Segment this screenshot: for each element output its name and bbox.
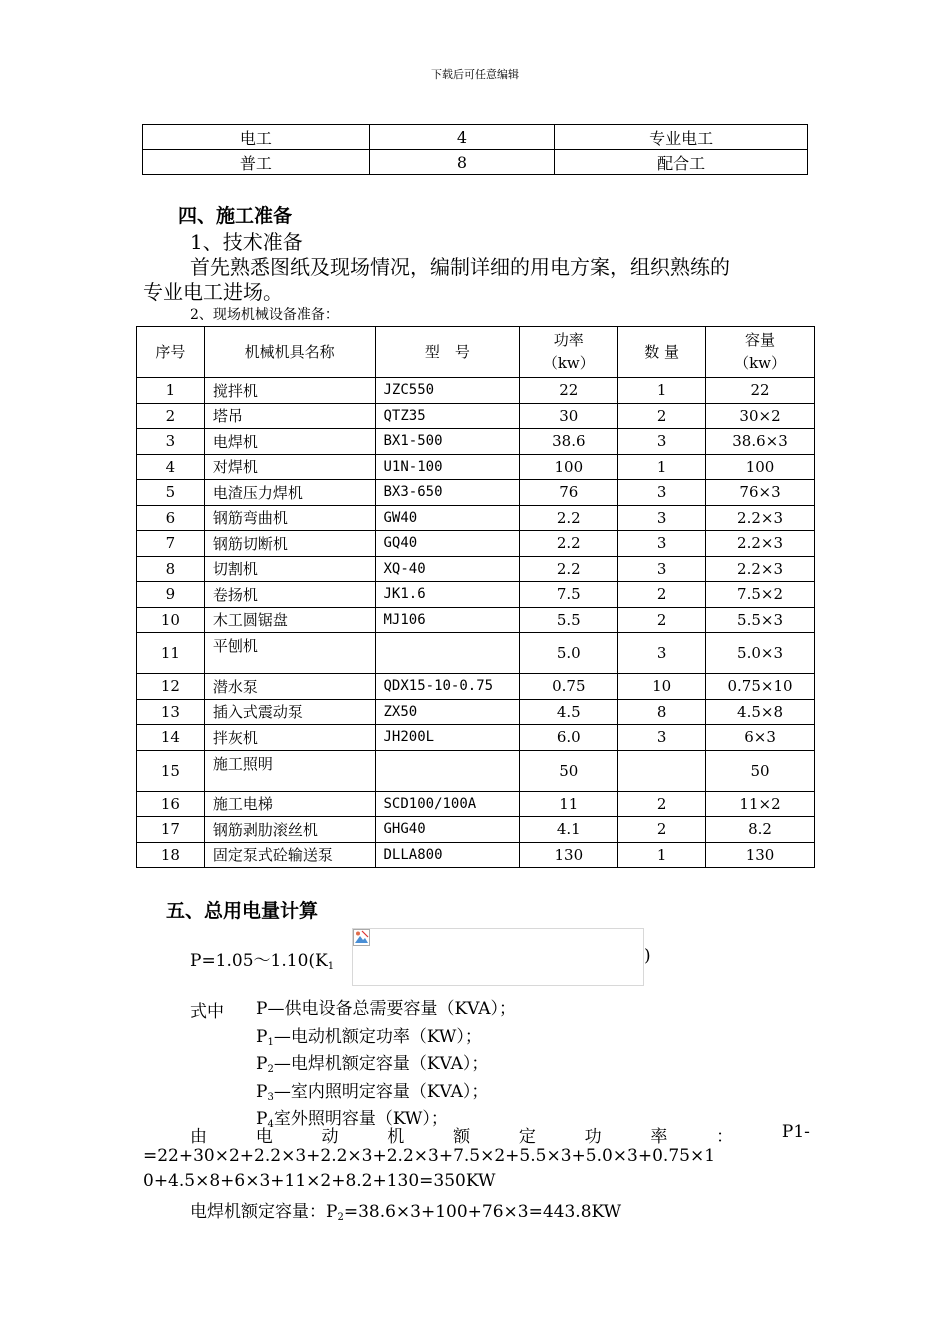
qty-cell: 2 <box>618 791 706 817</box>
power-cell: 30 <box>520 403 618 429</box>
section4-para-line2: 专业电工进场。 <box>143 280 283 304</box>
labor-cell: 配合工 <box>555 150 808 175</box>
seq-cell: 12 <box>137 674 205 700</box>
name-cell: 平刨机 <box>204 633 375 674</box>
qty-cell: 3 <box>618 531 706 557</box>
seq-cell: 16 <box>137 791 205 817</box>
name-cell: 对焊机 <box>204 454 375 480</box>
power-cell: 130 <box>520 842 618 868</box>
equipment-row <box>137 633 815 674</box>
formula-sub: 1 <box>327 961 335 972</box>
calc1-word: 由 <box>190 1127 207 1147</box>
qty-cell: 2 <box>618 817 706 843</box>
name-cell: 拌灰机 <box>204 725 375 751</box>
power-cell: 5.5 <box>520 607 618 633</box>
definition-symbol: P <box>256 1054 268 1074</box>
power-cell: 5.0 <box>520 633 618 674</box>
section4-para-line1: 首先熟悉图纸及现场情况，编制详细的用电方案，组织熟练的 <box>190 255 730 279</box>
definition-text: 室外照明容量（KW）； <box>273 1109 448 1129</box>
capacity-cell: 6×3 <box>706 725 815 751</box>
calc2-sub: 2 <box>337 1212 344 1223</box>
capacity-cell: 30×2 <box>706 403 815 429</box>
section4-sub1: 1、技术准备 <box>190 230 303 254</box>
header-cap-line1: 容量 <box>745 331 776 349</box>
equipment-row <box>137 817 815 843</box>
capacity-cell: 130 <box>706 842 815 868</box>
name-cell: 潜水泵 <box>204 674 375 700</box>
name-cell: 塔吊 <box>204 403 375 429</box>
labor-table <box>142 124 808 175</box>
capacity-cell: 2.2×3 <box>706 505 815 531</box>
model-cell: ZX50 <box>375 699 520 725</box>
labor-cell: 8 <box>369 150 555 175</box>
seq-cell: 8 <box>137 556 205 582</box>
header-name: 机械机具名称 <box>204 327 375 378</box>
calc1-word: 功 <box>584 1127 602 1147</box>
seq-cell: 5 <box>137 480 205 506</box>
header-qty: 数 量 <box>618 327 706 378</box>
model-cell <box>375 750 520 791</box>
qty-cell: 3 <box>618 725 706 751</box>
labor-cell: 专业电工 <box>555 125 808 150</box>
seq-cell: 11 <box>137 633 205 674</box>
header-power-line2: （kw） <box>542 354 595 372</box>
capacity-cell: 4.5×8 <box>706 699 815 725</box>
calc1-word: P1- <box>781 1122 810 1142</box>
name-cell: 电焊机 <box>204 429 375 455</box>
labor-cell: 普工 <box>143 150 370 175</box>
calc1-word: 额 <box>453 1127 471 1147</box>
capacity-cell: 38.6×3 <box>706 429 815 455</box>
definition-symbol: P <box>256 1026 268 1047</box>
equipment-table <box>136 326 815 868</box>
model-cell: GQ40 <box>375 531 520 557</box>
equipment-row <box>137 429 815 455</box>
name-cell: 钢筋弯曲机 <box>204 505 375 531</box>
section5-title: 五、总用电量计算 <box>166 900 319 922</box>
model-cell: BX1-500 <box>375 429 520 455</box>
seq-cell: 18 <box>137 842 205 868</box>
capacity-cell: 22 <box>706 378 815 404</box>
formula-suffix: ) <box>644 946 651 966</box>
labor-cell: 4 <box>369 125 555 150</box>
name-cell: 施工电梯 <box>204 791 375 817</box>
equipment-row <box>137 750 815 791</box>
seq-cell: 17 <box>137 817 205 843</box>
qty-cell: 8 <box>618 699 706 725</box>
equipment-row <box>137 607 815 633</box>
calc1-word: 定 <box>518 1127 536 1147</box>
power-cell: 4.1 <box>520 817 618 843</box>
calc2-label: 电焊机额定容量： <box>190 1202 326 1222</box>
section4-sub2: 2、现场机械设备准备： <box>190 307 339 323</box>
definition-sub: 3 <box>267 1091 274 1103</box>
calc1-word: 率 <box>650 1127 668 1147</box>
name-cell: 钢筋剥肋滚丝机 <box>204 817 375 843</box>
power-cell: 4.5 <box>520 699 618 725</box>
model-cell: XQ-40 <box>375 556 520 582</box>
equipment-table-header <box>137 327 815 378</box>
model-cell: GW40 <box>375 505 520 531</box>
broken-image-icon <box>353 929 370 946</box>
name-cell: 电渣压力焊机 <box>204 480 375 506</box>
seq-cell: 14 <box>137 725 205 751</box>
definition-item <box>256 1080 516 1108</box>
model-cell: U1N-100 <box>375 454 520 480</box>
equipment-row <box>137 725 815 751</box>
seq-cell: 9 <box>137 582 205 608</box>
equipment-row <box>137 842 815 868</box>
header-model: 型 号 <box>375 327 520 378</box>
equipment-row <box>137 582 815 608</box>
power-cell: 11 <box>520 791 618 817</box>
power-cell: 50 <box>520 750 618 791</box>
power-cell: 2.2 <box>520 556 618 582</box>
labor-table-row <box>143 150 808 175</box>
definition-sub: 1 <box>267 1036 274 1048</box>
calc1-word: 机 <box>387 1127 405 1147</box>
model-cell: JH200L <box>375 725 520 751</box>
name-cell: 卷扬机 <box>204 582 375 608</box>
labor-cell: 电工 <box>143 125 370 150</box>
capacity-cell: 50 <box>706 750 815 791</box>
qty-cell <box>618 750 706 791</box>
calc1-word: ： <box>716 1127 734 1147</box>
qty-cell: 1 <box>618 454 706 480</box>
definition-item <box>256 997 516 1025</box>
name-cell: 木工圆锯盘 <box>204 607 375 633</box>
definition-symbol: P <box>256 1081 268 1102</box>
equipment-row <box>137 674 815 700</box>
model-cell: SCD100/100A <box>375 791 520 817</box>
equipment-row <box>137 480 815 506</box>
seq-cell: 13 <box>137 699 205 725</box>
definition-text: —供电设备总需要容量（KVA）； <box>267 999 517 1019</box>
definition-symbol: P <box>256 999 268 1019</box>
qty-cell: 3 <box>618 633 706 674</box>
power-cell: 100 <box>520 454 618 480</box>
capacity-cell: 76×3 <box>706 480 815 506</box>
calc1-line2: =22+30×2+2.2×3+2.2×3+2.2×3+7.5×2+5.5×3+5.0×3+0.75×1 <box>143 1146 716 1166</box>
header-power <box>520 327 618 378</box>
capacity-cell: 7.5×2 <box>706 582 815 608</box>
capacity-cell: 5.0×3 <box>706 633 815 674</box>
capacity-cell: 2.2×3 <box>706 556 815 582</box>
qty-cell: 3 <box>618 505 706 531</box>
definition-text: —电焊机额定容量（KVA）； <box>273 1054 489 1074</box>
qty-cell: 3 <box>618 480 706 506</box>
model-cell: JK1.6 <box>375 582 520 608</box>
name-cell: 固定泵式砼输送泵 <box>204 842 375 868</box>
model-cell: GHG40 <box>375 817 520 843</box>
formula-prefix: P=1.05～1.10(K <box>190 951 328 971</box>
calc2-value: =38.6×3+100+76×3=443.8KW <box>343 1202 622 1222</box>
qty-cell: 2 <box>618 582 706 608</box>
capacity-cell: 0.75×10 <box>706 674 815 700</box>
qty-cell: 3 <box>618 429 706 455</box>
definition-item <box>256 1025 516 1053</box>
equipment-row <box>137 403 815 429</box>
header-capacity <box>706 327 815 378</box>
formula-line <box>190 946 334 971</box>
qty-cell: 2 <box>618 403 706 429</box>
seq-cell: 15 <box>137 750 205 791</box>
capacity-cell: 2.2×3 <box>706 531 815 557</box>
qty-cell: 1 <box>618 378 706 404</box>
header-cap-line2: （kw） <box>734 354 786 372</box>
where-label: 式中 <box>190 1002 224 1022</box>
name-cell: 施工照明 <box>204 750 375 791</box>
power-cell: 0.75 <box>520 674 618 700</box>
labor-table-row <box>143 125 808 150</box>
header-power-line1: 功率 <box>553 331 584 349</box>
formula-image-placeholder <box>352 928 644 986</box>
calc2-line <box>190 1197 621 1222</box>
seq-cell: 2 <box>137 403 205 429</box>
model-cell: MJ106 <box>375 607 520 633</box>
seq-cell: 3 <box>137 429 205 455</box>
calc1-word: 电 <box>255 1127 273 1147</box>
power-cell: 2.2 <box>520 531 618 557</box>
header-seq: 序号 <box>137 327 205 378</box>
model-cell: DLLA800 <box>375 842 520 868</box>
qty-cell: 2 <box>618 607 706 633</box>
definition-text: —电动机额定功率（KW）； <box>273 1026 482 1047</box>
definition-sub: 4 <box>267 1119 274 1130</box>
power-cell: 6.0 <box>520 725 618 751</box>
qty-cell: 10 <box>618 674 706 700</box>
name-cell: 插入式震动泵 <box>204 699 375 725</box>
capacity-cell: 100 <box>706 454 815 480</box>
equipment-row <box>137 791 815 817</box>
power-cell: 22 <box>520 378 618 404</box>
seq-cell: 4 <box>137 454 205 480</box>
name-cell: 切割机 <box>204 556 375 582</box>
equipment-row <box>137 505 815 531</box>
equipment-row <box>137 556 815 582</box>
seq-cell: 1 <box>137 378 205 404</box>
name-cell: 搅拌机 <box>204 378 375 404</box>
model-cell: BX3-650 <box>375 480 520 506</box>
definition-sub: 2 <box>267 1064 274 1075</box>
power-cell: 76 <box>520 480 618 506</box>
power-cell: 2.2 <box>520 505 618 531</box>
seq-cell: 7 <box>137 531 205 557</box>
qty-cell: 3 <box>618 556 706 582</box>
capacity-cell: 5.5×3 <box>706 607 815 633</box>
seq-cell: 6 <box>137 505 205 531</box>
capacity-cell: 11×2 <box>706 791 815 817</box>
definition-item <box>256 1052 516 1080</box>
definition-symbol: P <box>256 1109 268 1129</box>
equipment-row <box>137 531 815 557</box>
page-header: 下载后可任意编辑 <box>431 68 519 81</box>
definitions-list <box>256 997 516 1135</box>
name-cell: 钢筋切断机 <box>204 531 375 557</box>
equipment-row <box>137 699 815 725</box>
seq-cell: 10 <box>137 607 205 633</box>
calc1-word: 动 <box>321 1127 339 1147</box>
model-cell <box>375 633 520 674</box>
equipment-row <box>137 454 815 480</box>
power-cell: 7.5 <box>520 582 618 608</box>
qty-cell: 1 <box>618 842 706 868</box>
definition-text: —室内照明定容量（KVA）； <box>273 1081 489 1102</box>
power-cell: 38.6 <box>520 429 618 455</box>
calc1-line1 <box>190 1122 810 1147</box>
equipment-row <box>137 378 815 404</box>
calc2-symbol: P <box>326 1202 338 1222</box>
model-cell: JZC550 <box>375 378 520 404</box>
model-cell: QTZ35 <box>375 403 520 429</box>
capacity-cell: 8.2 <box>706 817 815 843</box>
calc1-line3: 0+4.5×8+6×3+11×2+8.2+130=350KW <box>143 1171 496 1191</box>
model-cell: QDX15-10-0.75 <box>375 674 520 700</box>
section4-title: 四、施工准备 <box>178 205 293 227</box>
